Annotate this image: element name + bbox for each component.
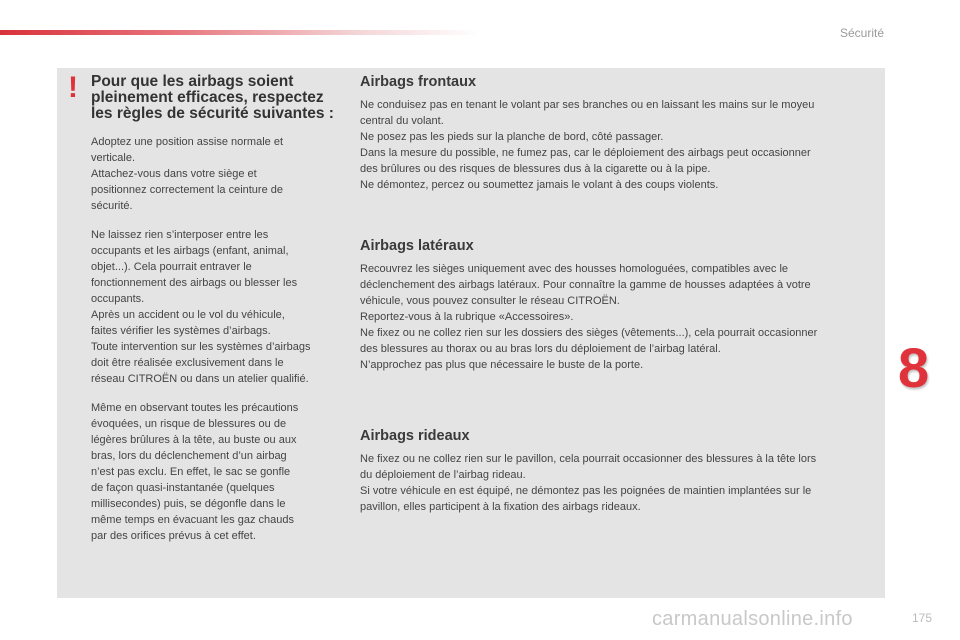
section-curtain-airbags	[360, 427, 880, 515]
chapter-number: 8	[898, 336, 930, 399]
exclamation-icon: !	[68, 71, 78, 104]
header-accent-stripe	[0, 30, 480, 35]
frontal-airbags-text: Ne conduisez pas en tenant le volant par ses branches ou en laissant les mains sur le moyeu central du volant. Ne posez pas les pieds sur la planche de bord, côté passager. Dans la mesure du possible, ne fumez pas, car le déploiement des airbags peut occasionner des brûlures ou des risques de blessures dus à la cigarette ou à la pipe. Ne démontez, percez ou soumettez jamais le volant à des coups violents.	[360, 99, 815, 191]
page-number: 175	[911, 611, 932, 625]
paragraph-residual-risk: Même en observant toutes les précautions évoquées, un risque de blessures ou de légères brûlures à la tête, au buste ou aux bras, lors du déclenchement d’un airbag n’est pas exclu. En effet, le sac se gonfle de façon quasi-instantanée (quelques millisecondes) puis, se dégonfle dans le même temps en évacuant les gaz chauds par des orifices prévus à cet effet.	[91, 402, 299, 542]
watermark: carmanualsonline.info	[652, 608, 853, 630]
frontal-airbags-heading: Airbags frontaux	[360, 74, 477, 90]
paragraph-no-obstruction: Ne laissez rien s’interposer entre les occupants et les airbags (enfant, animal, objet...). Cela pourrait entraver le fonctionnement des airbags ou blesser les occupants. Après un accident ou le vol du véhicule, faites vérifier les systèmes d’airbags. Toute intervention sur les systèmes d’airbags doit être réalisée exclusivement dans le réseau CITROËN ou dans un atelier qualifié.	[91, 229, 311, 385]
safety-rules-column	[91, 74, 347, 557]
curtain-airbags-heading: Airbags rideaux	[360, 428, 470, 444]
curtain-airbags-text: Ne fixez ou ne collez rien sur le pavillon, cela pourrait occasionner des blessures à la tête lors du déploiement de l’airbag rideau. Si votre véhicule en est équipé, ne démontez pas les poignées de maintien implantées sur le pavillon, elles participent à la fixation des airbags rideaux.	[360, 453, 817, 513]
side-airbags-heading: Airbags latéraux	[360, 238, 474, 254]
section-frontal-airbags	[360, 73, 880, 193]
paragraph-seating-position: Adoptez une position assise normale et verticale. Attachez-vous dans votre siège et positionnez correctement la ceinture de sécurité.	[91, 136, 284, 212]
section-side-airbags	[360, 237, 880, 373]
section-title: Sécurité	[839, 26, 884, 40]
side-airbags-text: Recouvrez les sièges uniquement avec des housses homologuées, compatibles avec le déclenchement des airbags latéraux. Pour connaître la gamme de housses adaptées à votre véhicule, vous pouvez consulter le réseau CITROËN. Reportez-vous à la rubrique «Accessoires». Ne fixez ou ne collez rien sur les dossiers des sièges (vêtements...), cela pourrait occasionner des blessures au thorax ou au bras lors du déploiement de l’airbag latéral. N’approchez pas plus que nécessaire le buste de la porte.	[360, 263, 818, 371]
safety-rules-heading: Pour que les airbags soient pleinement efficaces, respectez les règles de sécurité suivantes :	[91, 73, 334, 122]
